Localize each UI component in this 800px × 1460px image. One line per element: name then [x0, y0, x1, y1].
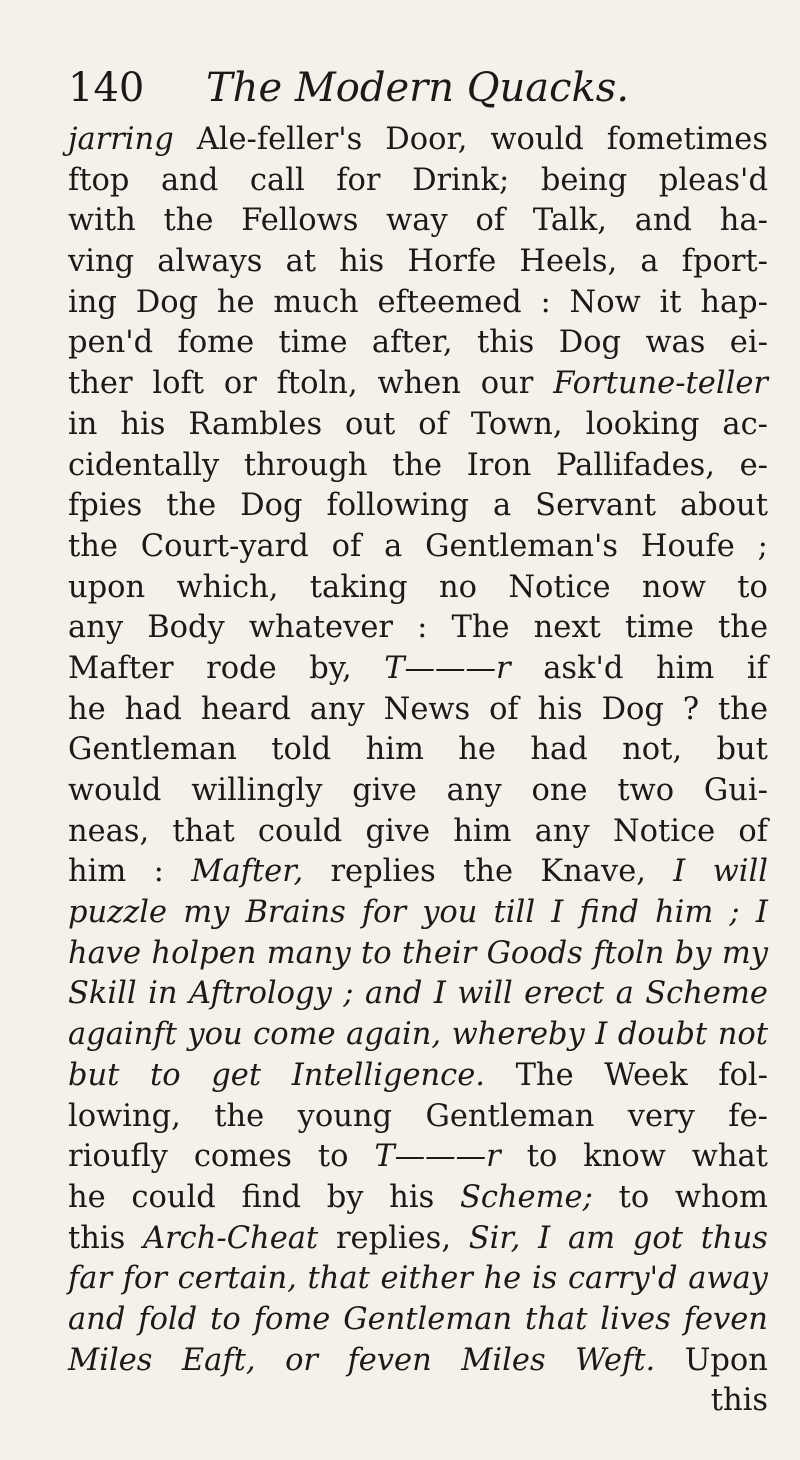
- word: looking: [585, 406, 700, 442]
- word: e-: [739, 447, 768, 483]
- word: ftoln,: [276, 366, 358, 402]
- word: in: [68, 406, 98, 442]
- word: fold: [138, 1301, 198, 1337]
- text-line: [68, 242, 768, 283]
- word: one: [531, 773, 588, 808]
- word: againft: [68, 1017, 177, 1053]
- word: when: [377, 366, 461, 402]
- text-line: [68, 1097, 768, 1138]
- word: about: [679, 488, 768, 524]
- word: of: [331, 528, 362, 564]
- word: fometimes: [606, 122, 768, 157]
- text-line: [68, 120, 768, 161]
- word: by: [674, 935, 712, 971]
- word: taking: [309, 569, 408, 605]
- word: Arch-Cheat: [143, 1220, 319, 1256]
- word: a: [640, 244, 659, 280]
- word: Houfe: [640, 528, 735, 564]
- word: he: [483, 1261, 522, 1297]
- word: fport-: [681, 244, 768, 280]
- word: the: [214, 1098, 265, 1134]
- word: of: [738, 813, 768, 849]
- word: fol-: [718, 1057, 768, 1093]
- word: whatever: [248, 610, 393, 646]
- word: Town,: [470, 406, 563, 442]
- word: time: [624, 610, 694, 646]
- word: he: [68, 691, 106, 727]
- word: is: [531, 1261, 558, 1297]
- word: Notice: [612, 813, 716, 849]
- text-line: [68, 649, 768, 690]
- word: him: [654, 895, 714, 931]
- word: till: [493, 895, 536, 931]
- word: a: [493, 488, 512, 524]
- word: being: [540, 162, 628, 198]
- word: Notice: [508, 569, 611, 605]
- word: pen'd: [68, 325, 154, 361]
- word: in: [148, 976, 178, 1012]
- word: erect: [524, 976, 605, 1012]
- word: and: [634, 203, 693, 239]
- word: Dog: [135, 284, 199, 320]
- word: Rambles: [188, 406, 323, 442]
- word: holpen: [151, 935, 257, 971]
- text-line: [68, 934, 768, 975]
- word: have: [68, 935, 142, 971]
- text-line: [68, 1300, 768, 1341]
- word: Mafter,: [191, 854, 304, 890]
- word: Miles: [68, 1342, 153, 1378]
- word: either: [380, 1261, 473, 1297]
- word: no: [438, 569, 477, 605]
- word: of: [418, 406, 448, 442]
- word: to: [618, 1179, 650, 1215]
- word: ask'd: [543, 650, 624, 686]
- word: to: [526, 1139, 558, 1175]
- word: his: [339, 244, 385, 280]
- word: Skill: [68, 976, 137, 1012]
- word: to: [150, 1057, 181, 1093]
- word: Knave,: [540, 854, 646, 890]
- word: Gui-: [703, 773, 768, 808]
- word: of: [489, 691, 519, 727]
- word: ther: [68, 366, 133, 402]
- text-line: [68, 1137, 768, 1178]
- word: for: [361, 895, 407, 931]
- text-line: [68, 771, 768, 812]
- word: many: [266, 935, 351, 971]
- word: Body: [147, 610, 225, 646]
- word: find: [579, 895, 639, 931]
- word: much: [273, 284, 359, 320]
- word: his: [120, 406, 166, 442]
- word: the: [718, 610, 768, 646]
- word: my: [183, 895, 230, 931]
- word: he: [68, 1179, 106, 1215]
- word: far: [68, 1261, 113, 1297]
- text-line: [68, 1381, 768, 1422]
- word: this: [68, 1220, 126, 1256]
- word: ei-: [729, 325, 768, 361]
- text-line: [68, 608, 768, 649]
- word: told: [271, 732, 332, 768]
- word: Heels,: [519, 244, 618, 280]
- word: give: [365, 813, 431, 849]
- word: upon: [68, 569, 146, 605]
- word: for: [122, 1261, 167, 1297]
- word: thus: [700, 1220, 768, 1256]
- word: replies: [330, 854, 436, 890]
- word: way: [386, 203, 448, 239]
- word: would: [68, 773, 162, 808]
- word: lives: [600, 1301, 671, 1337]
- text-line: [68, 893, 768, 934]
- word: call: [249, 162, 305, 198]
- word: efteemed: [377, 284, 522, 320]
- word: Ale-feller's: [196, 122, 363, 157]
- word: of: [475, 203, 506, 239]
- word: my: [721, 935, 768, 971]
- word: comes: [193, 1139, 292, 1175]
- word: for: [336, 162, 381, 198]
- word: him: [453, 813, 512, 849]
- word: The: [515, 1057, 574, 1093]
- word: neas,: [68, 813, 150, 849]
- text-line: [68, 568, 768, 609]
- word: get: [211, 1057, 262, 1093]
- word: Door,: [385, 122, 468, 157]
- text-line: [68, 161, 768, 202]
- word: know: [583, 1139, 666, 1175]
- word: you: [422, 895, 478, 931]
- body-text: [68, 120, 768, 1422]
- word: next: [533, 610, 601, 646]
- word: after,: [371, 325, 453, 361]
- word: jarring: [68, 122, 174, 157]
- text-line: [68, 1178, 768, 1219]
- text-line: [68, 1259, 768, 1300]
- word: Fortune-teller: [553, 366, 768, 402]
- word: him: [656, 650, 715, 686]
- word: Servant: [535, 488, 657, 524]
- word: Gentleman's: [425, 528, 619, 564]
- word: again,: [346, 1017, 442, 1053]
- word: Brains: [245, 895, 346, 931]
- word: which,: [176, 569, 279, 605]
- word: ;: [343, 976, 354, 1012]
- word: had: [530, 732, 588, 768]
- running-title: The Modern Quacks.: [206, 65, 630, 111]
- word: pleas'd: [658, 162, 768, 198]
- word: young: [297, 1098, 393, 1134]
- word: the: [392, 447, 443, 483]
- word: very: [627, 1098, 695, 1134]
- word: whereby: [451, 1017, 585, 1053]
- word: time: [278, 325, 348, 361]
- word: doubt: [617, 1017, 708, 1053]
- text-line: [68, 364, 768, 405]
- word: Now: [569, 284, 641, 320]
- word: I: [755, 895, 768, 931]
- word: Pallifades,: [555, 447, 715, 483]
- word: Upon: [684, 1342, 768, 1378]
- word: his: [389, 1179, 435, 1215]
- word: him: [365, 732, 424, 768]
- word: following: [326, 488, 470, 524]
- word: heard: [200, 691, 291, 727]
- text-line: [68, 1015, 768, 1056]
- word: carry'd: [567, 1261, 678, 1297]
- word: fpies: [68, 488, 143, 524]
- word: Dog: [240, 488, 303, 524]
- word: ha-: [719, 203, 768, 239]
- word: Gentleman: [425, 1098, 595, 1134]
- word: News: [383, 691, 471, 727]
- word: or: [223, 366, 257, 402]
- word: replies,: [335, 1220, 452, 1256]
- word: The: [451, 610, 510, 646]
- word: ;: [757, 528, 768, 564]
- page-number: 140: [68, 65, 145, 111]
- word: Talk,: [532, 203, 607, 239]
- word: loft: [152, 366, 205, 402]
- word: ftop: [68, 162, 130, 198]
- word: Sir,: [468, 1220, 521, 1256]
- word: Gentleman: [68, 732, 237, 768]
- word: but: [68, 1057, 120, 1093]
- word: I: [551, 895, 564, 931]
- text-line: [68, 1219, 768, 1260]
- word: :: [153, 854, 164, 890]
- word: his: [537, 691, 583, 727]
- word: had: [124, 691, 182, 727]
- word: you: [187, 1017, 243, 1053]
- word: Miles: [461, 1342, 546, 1378]
- word: Dog: [601, 691, 664, 727]
- text-line: [68, 812, 768, 853]
- word: out: [345, 406, 396, 442]
- word: with: [68, 203, 136, 239]
- word: and: [68, 1301, 126, 1337]
- word: would: [490, 122, 584, 157]
- word: by: [326, 1179, 364, 1215]
- word: puzzle: [68, 895, 168, 931]
- word: will: [457, 976, 513, 1012]
- word: at: [285, 244, 317, 280]
- word: I: [595, 1017, 608, 1053]
- text-line: [68, 527, 768, 568]
- word: lowing,: [68, 1098, 181, 1134]
- word: the: [463, 854, 514, 890]
- word: could: [131, 1179, 216, 1215]
- word: and: [161, 162, 219, 198]
- word: that: [172, 813, 235, 849]
- word: Goods: [486, 935, 583, 971]
- word: Scheme;: [459, 1179, 593, 1215]
- word: the: [163, 203, 214, 239]
- word: was: [645, 325, 706, 361]
- word: any: [68, 610, 124, 646]
- word: a: [615, 976, 634, 1012]
- word: whom: [674, 1179, 768, 1215]
- word: certain,: [177, 1261, 297, 1297]
- word: Iron: [466, 447, 532, 483]
- word: any: [534, 813, 590, 849]
- word: our: [480, 366, 534, 402]
- word: I: [673, 854, 686, 890]
- word: the: [68, 528, 118, 564]
- word: not,: [622, 732, 683, 768]
- word: rioufly: [68, 1139, 168, 1175]
- word: by,: [309, 650, 352, 686]
- text-line: [68, 1056, 768, 1097]
- word: now: [641, 569, 706, 605]
- word: Gentleman: [343, 1301, 513, 1337]
- word: Aftrology: [188, 976, 332, 1012]
- word: Court-yard: [140, 528, 309, 564]
- word: got: [632, 1220, 683, 1256]
- word: rode: [206, 650, 277, 686]
- text-line: [68, 852, 768, 893]
- word: find: [241, 1179, 301, 1215]
- word: that: [525, 1301, 588, 1337]
- word: could: [257, 813, 343, 849]
- word: ac-: [722, 406, 768, 442]
- word: Scheme: [645, 976, 768, 1012]
- word: if: [746, 650, 768, 686]
- word: ?: [682, 691, 700, 727]
- word: T———r: [384, 650, 511, 686]
- text-line: [68, 201, 768, 242]
- word: through: [243, 447, 368, 483]
- word: am: [567, 1220, 616, 1256]
- word: come: [253, 1017, 336, 1053]
- word: Intelligence.: [291, 1057, 485, 1093]
- word: to: [737, 569, 768, 605]
- word: fe-: [728, 1098, 768, 1134]
- word: ftoln: [593, 935, 665, 971]
- word: feven: [683, 1301, 768, 1337]
- word: he: [216, 284, 255, 320]
- text-line: [68, 690, 768, 731]
- word: what: [691, 1139, 768, 1175]
- word: hap-: [700, 284, 768, 320]
- word: but: [716, 732, 768, 768]
- text-line: [68, 486, 768, 527]
- text-line: [68, 405, 768, 446]
- word: :: [417, 610, 428, 646]
- word: Weft.: [575, 1342, 656, 1378]
- word: fome: [253, 1301, 331, 1337]
- text-line: [68, 446, 768, 487]
- word: cidentally: [68, 447, 220, 483]
- text-line: [68, 730, 768, 771]
- word: two: [617, 773, 675, 808]
- word: Horfe: [407, 244, 497, 280]
- word: that: [307, 1261, 370, 1297]
- word: give: [352, 773, 417, 808]
- word: ving: [68, 244, 135, 280]
- word: ing: [68, 284, 117, 320]
- word: not: [717, 1017, 768, 1053]
- word: to: [210, 1301, 241, 1337]
- word: away: [688, 1261, 768, 1297]
- text-line: [68, 974, 768, 1015]
- word: this: [710, 1383, 768, 1419]
- word: I: [538, 1220, 551, 1256]
- word: Dog: [558, 325, 622, 361]
- word: T———r: [374, 1139, 501, 1175]
- word: fome: [177, 325, 255, 361]
- word: a: [384, 528, 403, 564]
- word: and: [365, 976, 423, 1012]
- word: any: [446, 773, 502, 808]
- word: to: [361, 935, 392, 971]
- word: he: [458, 732, 496, 768]
- word: feven: [347, 1342, 432, 1378]
- text-line: [68, 1341, 768, 1382]
- word: ;: [729, 895, 740, 931]
- word: will: [712, 854, 768, 890]
- text-line: [68, 323, 768, 364]
- word: willingly: [191, 773, 323, 808]
- word: their: [401, 935, 477, 971]
- word: Fellows: [241, 203, 359, 239]
- word: it: [659, 284, 682, 320]
- word: I: [433, 976, 446, 1012]
- page-header: [68, 58, 768, 118]
- word: the: [718, 691, 768, 727]
- word: any: [309, 691, 365, 727]
- word: Drink;: [412, 162, 510, 198]
- word: Week: [604, 1057, 688, 1093]
- word: him: [68, 854, 127, 890]
- word: this: [477, 325, 535, 361]
- word: always: [157, 244, 263, 280]
- word: or: [285, 1342, 319, 1378]
- word: the: [166, 488, 217, 524]
- word: to: [317, 1139, 349, 1175]
- word: Mafter: [68, 650, 174, 686]
- word: :: [540, 284, 551, 320]
- text-line: [68, 283, 768, 324]
- word: Eaft,: [181, 1342, 256, 1378]
